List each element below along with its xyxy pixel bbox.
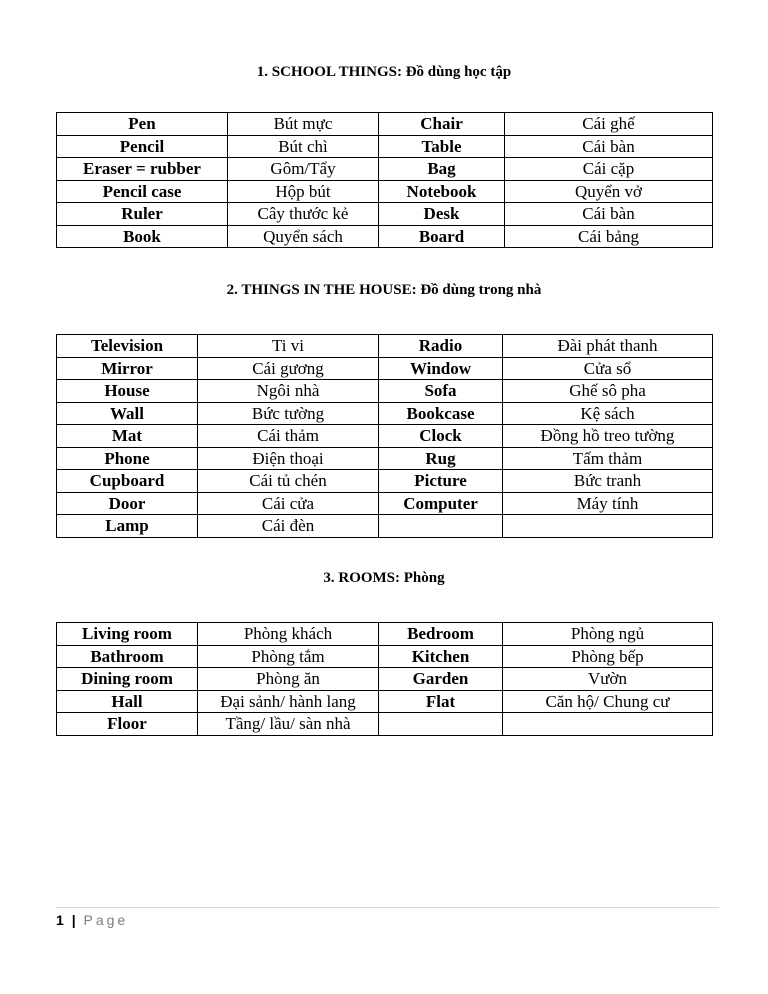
- english-term-cell: Pencil case: [57, 180, 228, 203]
- english-term-cell: Sofa: [379, 380, 503, 403]
- english-term-cell: Ruler: [57, 203, 228, 226]
- vietnamese-translation-cell: Cái bàn: [505, 203, 713, 226]
- footer-separator: |: [71, 912, 76, 928]
- vietnamese-translation-cell: Phòng ngủ: [503, 623, 713, 646]
- vietnamese-translation-cell: Quyển sách: [228, 225, 379, 248]
- vietnamese-translation-cell: Cái tủ chén: [198, 470, 379, 493]
- vietnamese-translation-cell: [503, 713, 713, 736]
- english-term-cell: Computer: [379, 492, 503, 515]
- table-row: [57, 447, 713, 470]
- vietnamese-translation-cell: Tầng/ lầu/ sàn nhà: [198, 713, 379, 736]
- vietnamese-translation-cell: Kệ sách: [503, 402, 713, 425]
- english-term-cell: Chair: [379, 113, 505, 136]
- vietnamese-translation-cell: Phòng bếp: [503, 645, 713, 668]
- english-term-cell: Living room: [57, 623, 198, 646]
- vietnamese-translation-cell: Phòng tắm: [198, 645, 379, 668]
- english-term-cell: Bathroom: [57, 645, 198, 668]
- english-term-cell: Garden: [379, 668, 503, 691]
- footer-divider: [56, 907, 719, 908]
- english-term-cell: Board: [379, 225, 505, 248]
- page-number: 1: [56, 912, 64, 928]
- vietnamese-translation-cell: Cửa sổ: [503, 357, 713, 380]
- vietnamese-translation-cell: Cái cặp: [505, 158, 713, 181]
- vietnamese-translation-cell: [503, 515, 713, 538]
- vietnamese-translation-cell: Cái bàn: [505, 135, 713, 158]
- english-term-cell: Pencil: [57, 135, 228, 158]
- table-row: [57, 515, 713, 538]
- table-row: [57, 690, 713, 713]
- english-term-cell: Desk: [379, 203, 505, 226]
- table-row: [57, 470, 713, 493]
- english-term-cell: Flat: [379, 690, 503, 713]
- english-term-cell: Eraser = rubber: [57, 158, 228, 181]
- english-term-cell: Pen: [57, 113, 228, 136]
- english-term-cell: Mat: [57, 425, 198, 448]
- table-row: [57, 668, 713, 691]
- vietnamese-translation-cell: Quyển vở: [505, 180, 713, 203]
- page-footer: [56, 912, 128, 928]
- table-row: [57, 335, 713, 358]
- english-term-cell: Kitchen: [379, 645, 503, 668]
- english-term-cell: Cupboard: [57, 470, 198, 493]
- section-title-rooms: 3. ROOMS: Phòng: [323, 570, 445, 586]
- english-term-cell: Bedroom: [379, 623, 503, 646]
- table-row: [57, 135, 713, 158]
- vietnamese-translation-cell: Bức tường: [198, 402, 379, 425]
- table-things-in-the-house: [56, 334, 713, 538]
- english-term-cell: Clock: [379, 425, 503, 448]
- english-term-cell: Window: [379, 357, 503, 380]
- english-term-cell: Wall: [57, 402, 198, 425]
- vietnamese-translation-cell: Đài phát thanh: [503, 335, 713, 358]
- english-term-cell: Floor: [57, 713, 198, 736]
- section-title-school-things: 1. SCHOOL THINGS: Đồ dùng học tập: [256, 64, 512, 80]
- table-row: [57, 645, 713, 668]
- vietnamese-translation-cell: Cái ghế: [505, 113, 713, 136]
- table-row: [57, 225, 713, 248]
- english-term-cell: Bookcase: [379, 402, 503, 425]
- table-row: [57, 180, 713, 203]
- table-row: [57, 492, 713, 515]
- english-term-cell: Mirror: [57, 357, 198, 380]
- table-row: [57, 380, 713, 403]
- table-row: [57, 357, 713, 380]
- english-term-cell: Rug: [379, 447, 503, 470]
- vietnamese-translation-cell: Đại sảnh/ hành lang: [198, 690, 379, 713]
- vietnamese-translation-cell: Ngôi nhà: [198, 380, 379, 403]
- english-term-cell: [379, 515, 503, 538]
- vietnamese-translation-cell: Gôm/Tẩy: [228, 158, 379, 181]
- vietnamese-translation-cell: Máy tính: [503, 492, 713, 515]
- vietnamese-translation-cell: Vườn: [503, 668, 713, 691]
- english-term-cell: Hall: [57, 690, 198, 713]
- vietnamese-translation-cell: Phòng ăn: [198, 668, 379, 691]
- vietnamese-translation-cell: Ghế sô pha: [503, 380, 713, 403]
- english-term-cell: Picture: [379, 470, 503, 493]
- vietnamese-translation-cell: Cái bảng: [505, 225, 713, 248]
- table-rooms: [56, 622, 713, 736]
- english-term-cell: Bag: [379, 158, 505, 181]
- table-row: [57, 158, 713, 181]
- vietnamese-translation-cell: Bút chì: [228, 135, 379, 158]
- english-term-cell: Notebook: [379, 180, 505, 203]
- vietnamese-translation-cell: Cái đèn: [198, 515, 379, 538]
- page-label: Page: [83, 912, 129, 928]
- vietnamese-translation-cell: Cái gương: [198, 357, 379, 380]
- vietnamese-translation-cell: Ti vi: [198, 335, 379, 358]
- english-term-cell: Radio: [379, 335, 503, 358]
- vietnamese-translation-cell: Cây thước kẻ: [228, 203, 379, 226]
- vietnamese-translation-cell: Cái cửa: [198, 492, 379, 515]
- vietnamese-translation-cell: Hộp bút: [228, 180, 379, 203]
- english-term-cell: Dining room: [57, 668, 198, 691]
- english-term-cell: [379, 713, 503, 736]
- table-school-things: [56, 112, 713, 248]
- table-row: [57, 113, 713, 136]
- vietnamese-translation-cell: Bút mực: [228, 113, 379, 136]
- english-term-cell: House: [57, 380, 198, 403]
- vietnamese-translation-cell: Phòng khách: [198, 623, 379, 646]
- section-title-things-in-the-house: 2. THINGS IN THE HOUSE: Đồ dùng trong nhà: [226, 282, 542, 298]
- table-row: [57, 425, 713, 448]
- vietnamese-translation-cell: Bức tranh: [503, 470, 713, 493]
- vietnamese-translation-cell: Căn hộ/ Chung cư: [503, 690, 713, 713]
- vietnamese-translation-cell: Điện thoại: [198, 447, 379, 470]
- english-term-cell: Door: [57, 492, 198, 515]
- vietnamese-translation-cell: Tấm thảm: [503, 447, 713, 470]
- table-row: [57, 402, 713, 425]
- table-row: [57, 713, 713, 736]
- vietnamese-translation-cell: Cái thảm: [198, 425, 379, 448]
- table-row: [57, 203, 713, 226]
- english-term-cell: Book: [57, 225, 228, 248]
- english-term-cell: Lamp: [57, 515, 198, 538]
- english-term-cell: Television: [57, 335, 198, 358]
- english-term-cell: Phone: [57, 447, 198, 470]
- table-row: [57, 623, 713, 646]
- english-term-cell: Table: [379, 135, 505, 158]
- vietnamese-translation-cell: Đồng hồ treo tường: [503, 425, 713, 448]
